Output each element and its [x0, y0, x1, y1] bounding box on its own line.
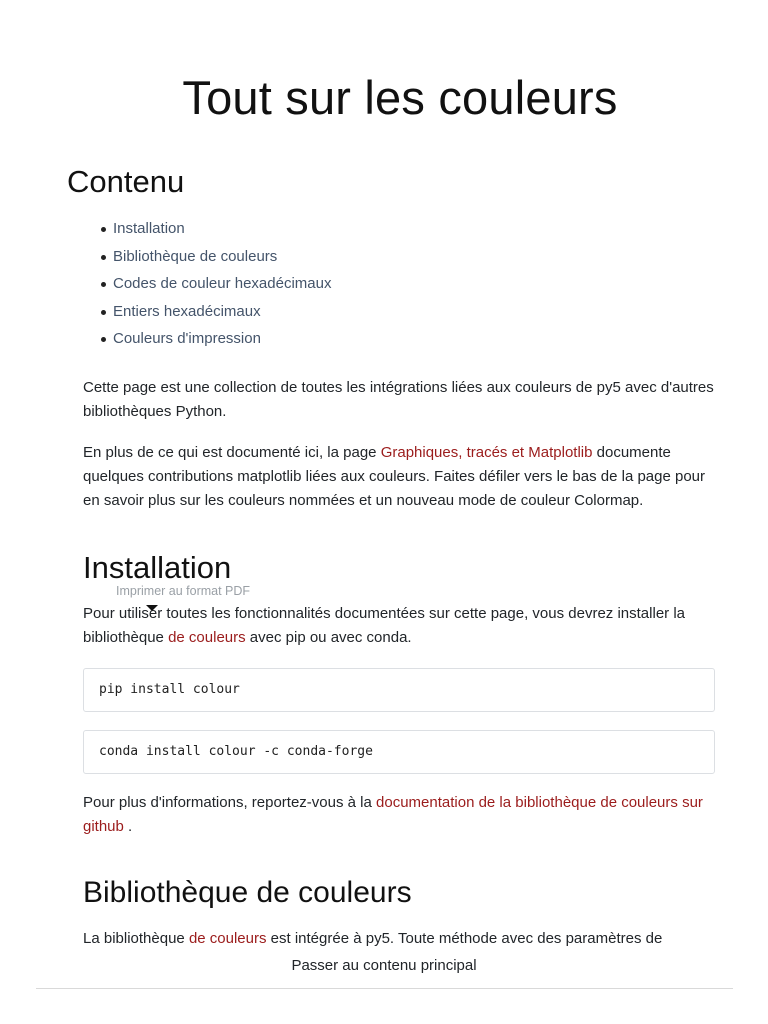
more-info-text-after: . [123, 818, 133, 835]
more-info-text [83, 791, 723, 839]
library-paragraph [83, 927, 723, 951]
skip-to-content-link[interactable]: Passer au contenu principal [291, 957, 477, 974]
more-info-text-before: Pour plus d'informations, reportez-vous à la [83, 794, 377, 811]
more-info-paragraph [83, 791, 723, 839]
tooltip-caret-icon [146, 605, 158, 611]
intro-text-2 [83, 441, 723, 513]
toc-link-installation[interactable]: Installation [113, 220, 185, 237]
toc-item-impression [113, 328, 331, 356]
code-block-pip[interactable]: pip install colour [83, 668, 715, 712]
toc-item-codes-hex [113, 273, 331, 301]
bibliotheque-heading: Bibliothèque de couleurs [83, 876, 412, 909]
colour-library-link-2[interactable]: de couleurs [188, 930, 267, 947]
toc-heading: Contenu [67, 164, 185, 199]
page-title: Tout sur les couleurs [182, 71, 618, 124]
library-text-after: est intégrée à py5. Toute méthode avec des paramètres de [266, 930, 663, 947]
intro-text-1: Cette page est une collection de toutes les intégrations liées aux couleurs de py5 avec d'autres bibliothèques Python. [83, 379, 714, 420]
installation-text-before: Pour utiliser toutes les fonctionnalités documentées sur cette page, vous devrez installer la bibliothèque [83, 605, 685, 646]
intro-text-2-after: documente quelques contributions matplotlib liées aux couleurs. Faites défiler vers le bas de la page pour en savoir plus sur les couleurs nommées et un nouveau mode de couleur Colormap. [83, 444, 706, 509]
toc-list [113, 218, 331, 356]
code-block-conda[interactable]: conda install colour -c conda-forge [83, 730, 715, 774]
colour-library-link[interactable]: de couleurs [168, 629, 246, 646]
toc-item-bibliotheque [113, 246, 331, 274]
intro-paragraph-1 [83, 376, 723, 424]
graphiques-link[interactable]: Graphiques, tracés et Matplotlib [380, 444, 593, 461]
print-pdf-tooltip: Imprimer au format PDF [116, 584, 251, 598]
installation-heading: Installation [83, 550, 232, 585]
library-text [83, 927, 723, 951]
installation-text [83, 602, 723, 650]
toc-item-installation [113, 218, 331, 246]
installation-paragraph [83, 602, 723, 650]
intro-text-2-before: En plus de ce qui est documenté ici, la page [83, 444, 381, 461]
installation-text-after: avec pip ou avec conda. [245, 629, 412, 646]
toc-link-entiers-hex[interactable]: Entiers hexadécimaux [113, 302, 261, 320]
intro-paragraph-2 [83, 441, 723, 513]
toc-link-codes-hex[interactable]: Codes de couleur hexadécimaux [113, 275, 332, 292]
toc-link-impression[interactable]: Couleurs d'impression [113, 330, 261, 347]
toc-item-entiers-hex [113, 301, 331, 329]
bottom-divider [36, 988, 733, 989]
toc-link-bibliotheque[interactable]: Bibliothèque de couleurs [113, 247, 278, 265]
library-text-before: La bibliothèque [83, 930, 189, 947]
github-docs-link[interactable]: documentation de la bibliothèque de couleurs sur github [83, 794, 703, 835]
